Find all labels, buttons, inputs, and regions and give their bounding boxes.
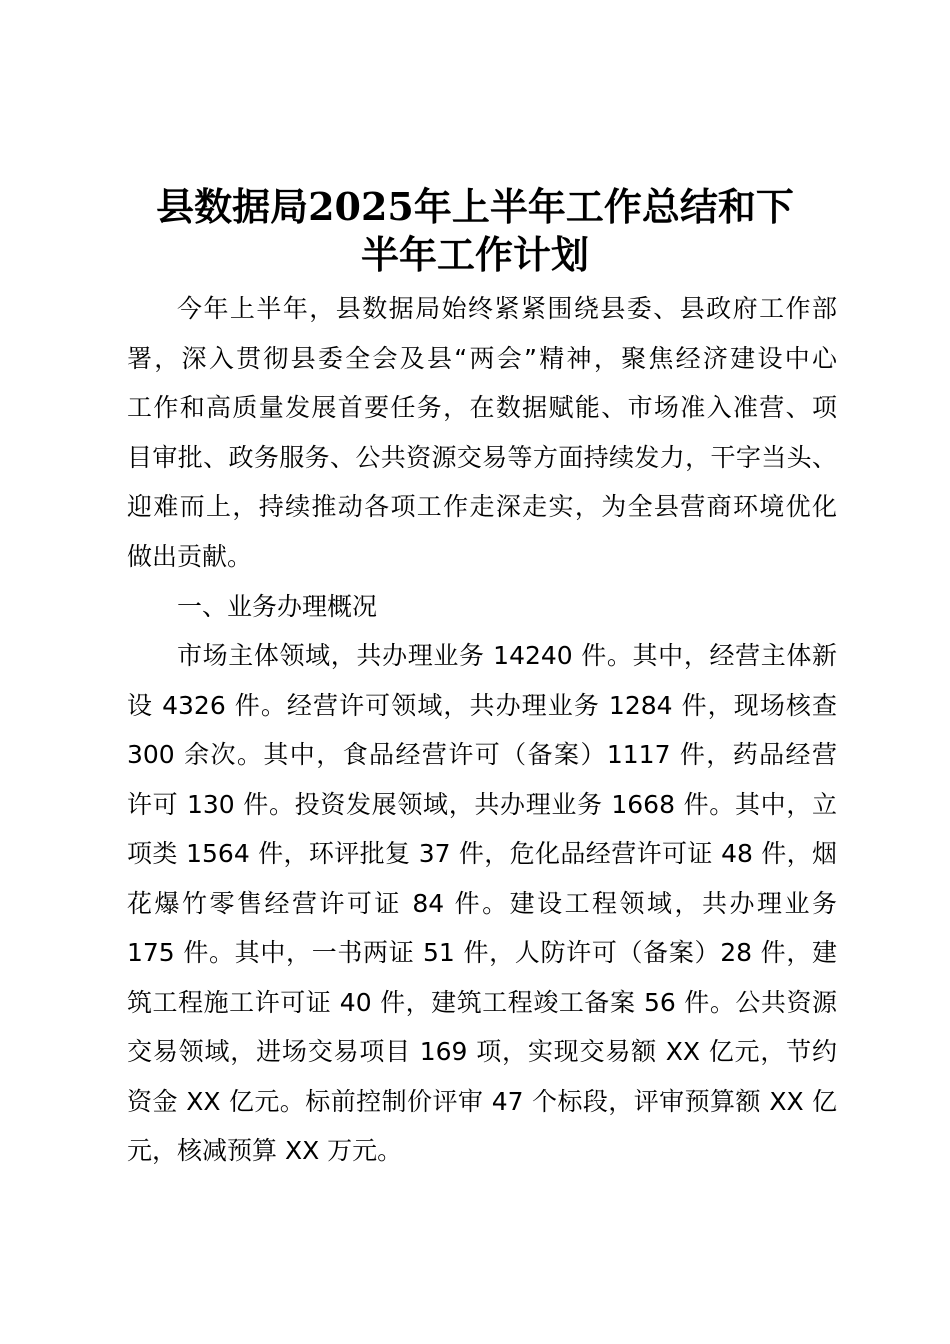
intro-line: 今年上半年，县数据局始终紧紧围绕县委、县政府工作部 [177, 294, 837, 323]
intro-paragraph [127, 284, 837, 581]
section-1-line: 175 件。其中，一书两证 51 件，人防许可（备案）28 件，建 [127, 938, 837, 967]
intro-line: 署，深入贯彻县委全会及县“两会”精神，聚焦经济建设中心 [127, 343, 837, 373]
section-1-line: 设 4326 件。经营许可领域，共办理业务 1284 件，现场核查 [127, 690, 837, 720]
intro-line: 工作和高质量发展首要任务，在数据赋能、市场准入准营、项 [127, 393, 837, 422]
intro-line: 迎难而上，持续推动各项工作走深走实，为全县营商环境优化 [127, 492, 837, 521]
section-heading [127, 582, 837, 632]
section-1-line: 300 余次。其中，食品经营许可（备案）1117 件，药品经营 [127, 740, 837, 769]
section-1-paragraph [127, 631, 837, 1176]
intro-line: 目审批、政务服务、公共资源交易等方面持续发力，干字当头、 [127, 442, 837, 472]
section-1-line: 资金 XX 亿元。标前控制价评审 47 个标段，评审预算额 XX 亿 [127, 1086, 837, 1116]
section-1-line: 项类 1564 件，环评批复 37 件，危化品经营许可证 48 件，烟 [127, 839, 837, 868]
section-1-heading: 一、业务办理概况 [177, 592, 378, 621]
section-1-line: 许可 130 件。投资发展领域，共办理业务 1668 件。其中，立 [127, 789, 837, 819]
intro-line: 做出贡献。 [127, 541, 253, 571]
section-1-line: 交易领域，进场交易项目 169 项，实现交易额 XX 亿元，节约 [127, 1037, 837, 1066]
document-title-line-1: 县数据局2025年上半年工作总结和下 [156, 184, 794, 229]
section-1-line: 筑工程施工许可证 40 件，建筑工程竣工备案 56 件。公共资源 [127, 987, 837, 1017]
section-1-line: 花爆竹零售经营许可证 84 件。建设工程领域，共办理业务 [127, 888, 837, 918]
document-title-line-2: 半年工作计划 [360, 232, 589, 277]
section-1-line: 市场主体领域，共办理业务 14240 件。其中，经营主体新 [177, 641, 837, 670]
section-1-line: 元，核减预算 XX 万元。 [127, 1136, 403, 1165]
